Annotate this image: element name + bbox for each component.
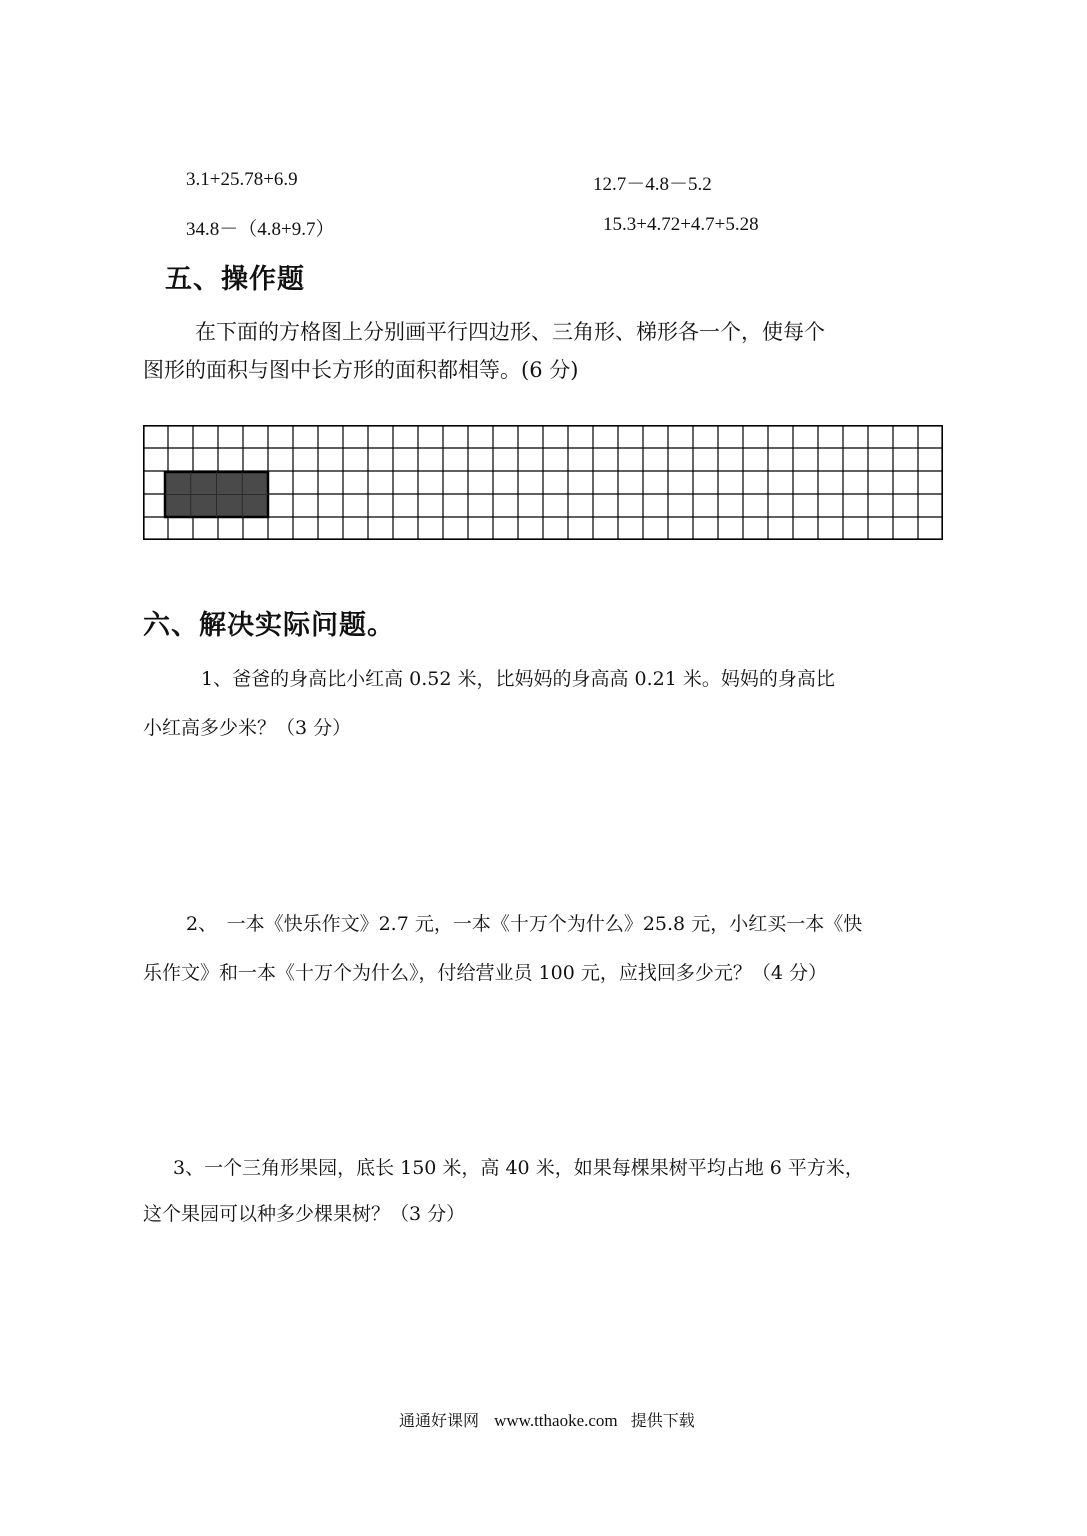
expression-3: 34.8－（4.8+9.7）	[186, 219, 335, 240]
question-3-line-2: 这个果园可以种多少棵果树？（3 分）	[143, 1203, 466, 1225]
expression-4: 15.3+4.72+4.7+5.28	[603, 214, 759, 235]
section-6-title: 六、解决实际问题。	[143, 610, 395, 641]
question-2-line-2: 乐作文》和一本《十万个为什么》，付给营业员 100 元，应找回多少元？（4 分）	[143, 962, 827, 984]
footer-suffix: 提供下载	[630, 1411, 695, 1430]
square-grid[interactable]	[143, 425, 943, 540]
footer	[399, 1408, 695, 1431]
section-5-text-line-1: 在下面的方格图上分别画平行四边形、三角形、梯形各一个，使每个	[195, 320, 825, 344]
footer-site-name: 通通好课网	[399, 1411, 480, 1430]
section-5-text-line-2: 图形的面积与图中长方形的面积都相等。(6 分)	[143, 358, 579, 382]
grid-svg	[143, 425, 943, 540]
question-1-line-1: 1、爸爸的身高比小红高 0.52 米，比妈妈的身高高 0.21 米。妈妈的身高比	[201, 668, 835, 690]
expression-2: 12.7－4.8－5.2	[593, 174, 712, 195]
question-1-line-2: 小红高多少米？（3 分）	[143, 717, 352, 739]
footer-url[interactable]: www.tthaoke.com	[494, 1411, 618, 1430]
question-3-line-1: 3、一个三角形果园，底长 150 米，高 40 米，如果每棵果树平均占地 6 平方米，	[173, 1157, 864, 1179]
section-5-title: 五、操作题	[165, 264, 305, 295]
expression-1: 3.1+25.78+6.9	[186, 169, 298, 190]
question-2-line-1: 2、 一本《快乐作文》2.7 元，一本《十万个为什么》25.8 元，小红买一本《快	[186, 913, 863, 935]
